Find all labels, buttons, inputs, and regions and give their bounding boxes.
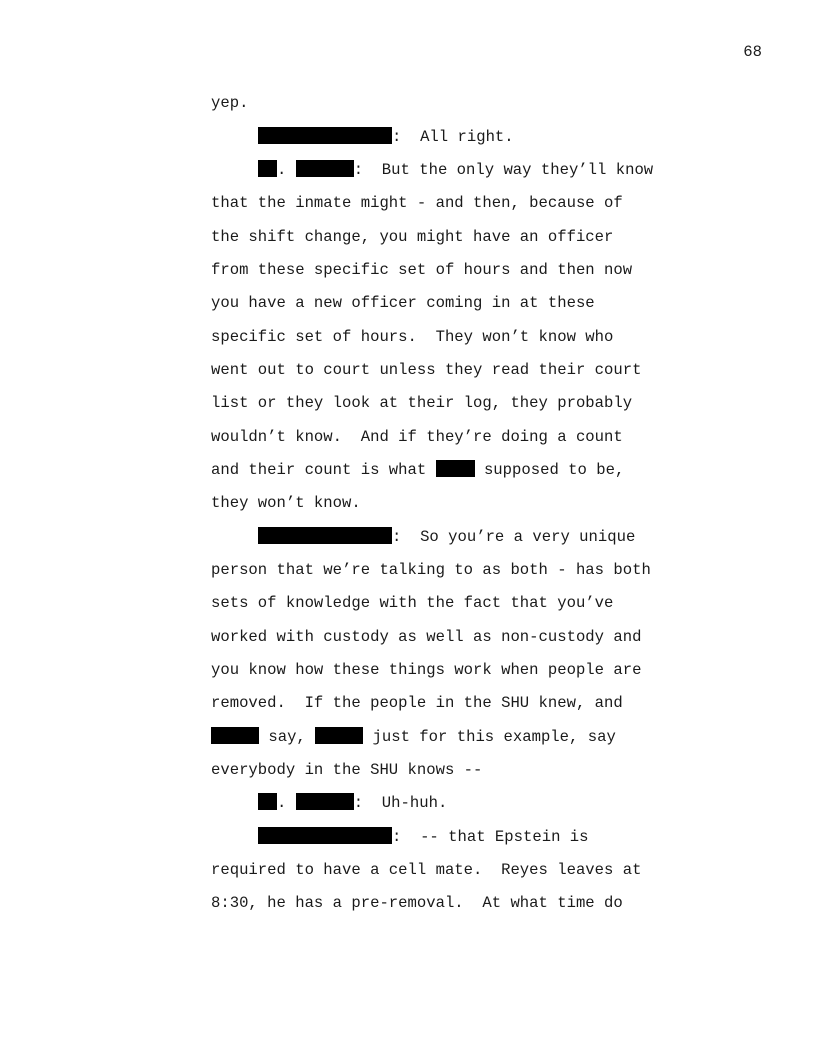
line-text: required to have a cell mate. Reyes leaves at [211,861,642,879]
redaction-bar [258,793,277,810]
line-text: you have a new officer coming in at these [211,294,595,312]
line-text: they won’t know. [211,494,361,512]
transcript-line [0,127,514,147]
line-text: wouldn’t know. And if they’re doing a count [211,428,623,446]
line-text: person that we’re talking to as both - has both [211,561,651,579]
line-text: just for this example, say [363,728,616,746]
line-text: worked with custody as well as non-custody and [211,628,642,646]
line-text: from these specific set of hours and then now [211,261,633,279]
redaction-bar [258,160,277,177]
line-text: : So you’re a very unique [392,528,636,546]
transcript-line [0,527,636,547]
line-text: and their count is what [211,461,436,479]
line-text: say, [259,728,316,746]
redaction-bar [258,127,392,144]
line-text: sets of knowledge with the fact that you’ve [211,594,614,612]
line-text: 8:30, he has a pre-removal. At what time do [211,894,623,912]
page-number: 68 [743,43,762,61]
line-text: that the inmate might - and then, because of [211,194,623,212]
transcript-line [0,727,616,747]
line-text: yep. [211,94,249,112]
line-text: specific set of hours. They won’t know who [211,328,614,346]
line-text: : But the only way they’ll know [353,161,654,179]
line-text: went out to court unless they read their court [211,361,642,379]
transcript-line [0,793,448,813]
separator: . [277,794,287,812]
redaction-bar [296,793,354,810]
line-text: list or they look at their log, they probably [211,394,633,412]
line-text: supposed to be, [474,461,625,479]
transcript-line [0,160,654,180]
line-text: the shift change, you might have an officer [211,228,614,246]
redaction-bar [258,527,392,544]
transcript-line [0,93,249,113]
line-text: removed. If the people in the SHU knew, and [211,694,623,712]
transcript-line [0,827,589,847]
line-text: : All right. [392,128,514,146]
separator: . [277,161,287,179]
line-text: everybody in the SHU knows -- [211,761,483,779]
redaction-bar [436,460,475,477]
line-text: : -- that Epstein is [392,828,589,846]
line-text: you know how these things work when people are [211,661,642,679]
transcript-line [0,460,625,480]
line-text: : Uh-huh. [353,794,448,812]
redaction-bar [296,160,354,177]
redaction-bar [258,827,392,844]
redaction-bar [315,727,363,744]
redaction-bar [211,727,259,744]
